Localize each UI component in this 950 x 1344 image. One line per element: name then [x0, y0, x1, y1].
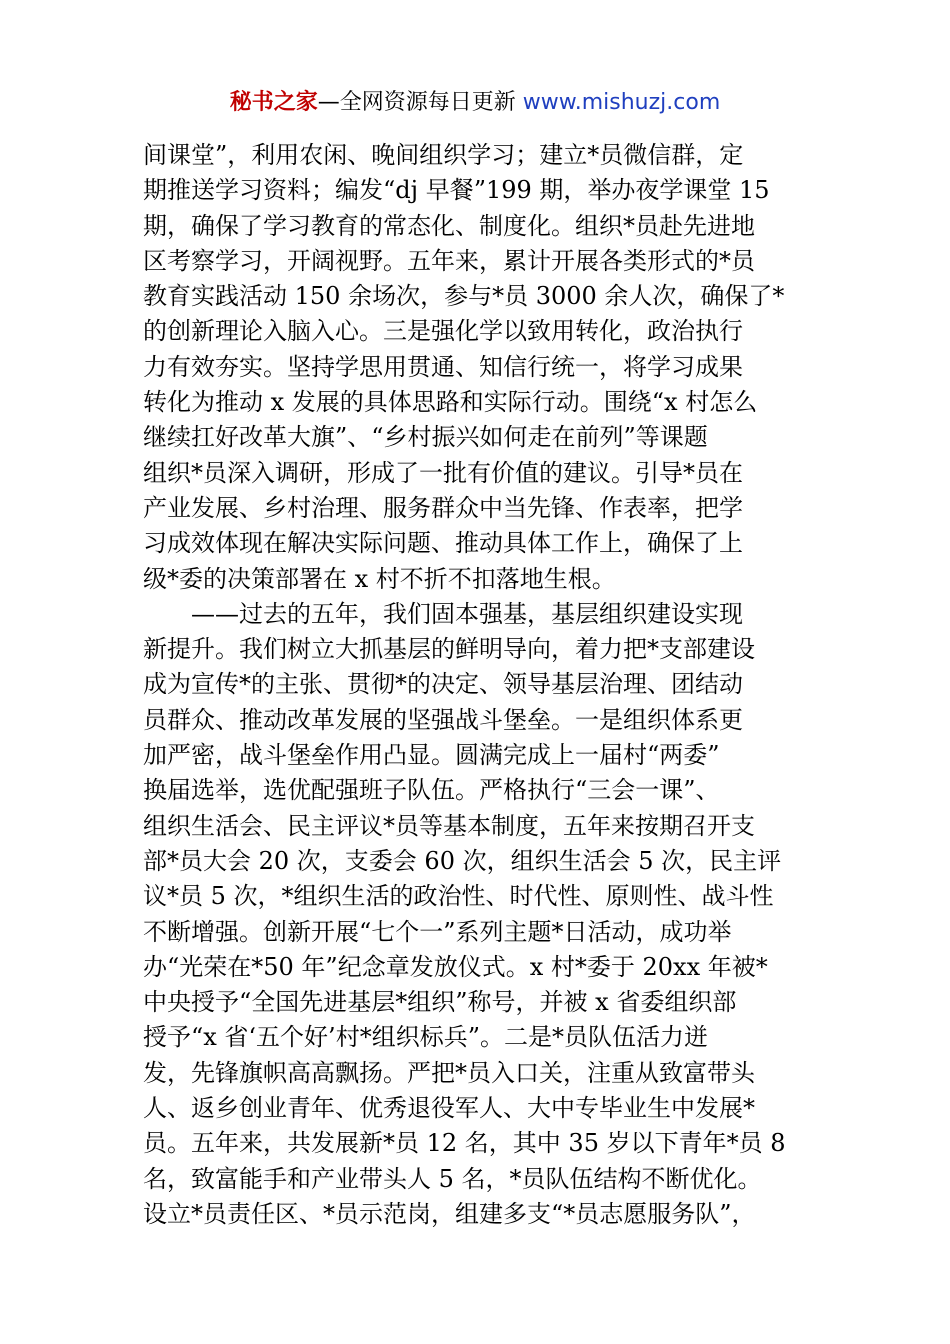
text-line: 新提升。我们树立大抓基层的鲜明导向，着力把*支部建设 [143, 635, 755, 664]
text-line: 议*员 5 次，*组织生活的政治性、时代性、原则性、战斗性 [143, 882, 774, 911]
text-line: 期，确保了学习教育的常态化、制度化。组织*员赴先进地 [143, 211, 755, 240]
text-line: 设立*员责任区、*员示范岗，组建多支“*员志愿服务队”， [143, 1199, 756, 1228]
text-line: 转化为推动 x 发展的具体思路和实际行动。围绕“x 村怎么 [143, 388, 758, 417]
text-line: 区考察学习，开阔视野。五年来，累计开展各类形式的*员 [143, 246, 755, 275]
text-line: 人、返乡创业青年、优秀退役军人、大中专毕业生中发展* [143, 1094, 755, 1123]
text-line: 不断增强。创新开展“七个一”系列主题*日活动，成功举 [143, 917, 732, 946]
text-line: 继续扛好改革大旗”、“乡村振兴如何走在前列”等课题 [143, 423, 708, 452]
text-line: 员群众、推动改革发展的坚强战斗堡垒。一是组织体系更 [143, 705, 743, 734]
text-line: 换届选举，选优配强班子队伍。严格执行“三会一课”、 [143, 776, 720, 805]
text-line: 中央授予“全国先进基层*组织”称号，并被 x 省委组织部 [143, 988, 737, 1017]
text-line: 名，致富能手和产业带头人 5 名，*员队伍结构不断优化。 [143, 1164, 762, 1193]
text-line: 组织*员深入调研，形成了一批有价值的建议。引导*员在 [143, 458, 743, 487]
document-body [143, 138, 811, 1232]
text-line: 部*员大会 20 次，支委会 60 次，组织生活会 5 次，民主评 [143, 846, 782, 875]
text-line: 成为宣传*的主张、贯彻*的决定、领导基层治理、团结动 [143, 670, 743, 699]
text-line: 教育实践活动 150 余场次，参与*员 3000 余人次，确保了* [143, 282, 785, 311]
text-line: 期推送学习资料；编发“dj 早餐”199 期，举办夜学课堂 15 [143, 176, 770, 205]
text-line: 习成效体现在解决实际问题、推动具体工作上，确保了上 [143, 529, 743, 558]
text-line: 级*委的决策部署在 x 村不折不扣落地生根。 [143, 564, 616, 593]
text-line: 的创新理论入脑入心。三是强化学以致用转化，政治执行 [143, 317, 743, 346]
text-line: 员。五年来，共发展新*员 12 名，其中 35 岁以下青年*员 8 [143, 1129, 786, 1158]
text-line: 产业发展、乡村治理、服务群众中当先锋、作表率，把学 [143, 493, 743, 522]
text-line: 发，先锋旗帜高高飘扬。严把*员入口关，注重从致富带头 [143, 1058, 755, 1087]
paragraph-start-line: ——过去的五年，我们固本强基，基层组织建设实现 [191, 599, 743, 628]
site-slogan: —全网资源每日更新 [317, 90, 523, 115]
text-line: 办“光荣在*50 年”纪念章发放仪式。x 村*委于 20xx 年被* [143, 952, 768, 981]
text-line: 授予“x 省‘五个好’村*组织标兵”。二是*员队伍活力迸 [143, 1023, 708, 1052]
text-line: 加严密，战斗堡垒作用凸显。圆满完成上一届村“两委” [143, 741, 720, 770]
text-line: 组织生活会、民主评议*员等基本制度，五年来按期召开支 [143, 811, 755, 840]
site-url-link[interactable]: www.mishuzj.com [522, 90, 721, 115]
site-banner [0, 88, 950, 118]
site-brand: 秘书之家 [229, 90, 318, 115]
text-line: 力有效夯实。坚持学思用贯通、知信行统一，将学习成果 [143, 352, 743, 381]
text-line: 间课堂”，利用农闲、晚间组织学习；建立*员微信群，定 [143, 141, 744, 169]
